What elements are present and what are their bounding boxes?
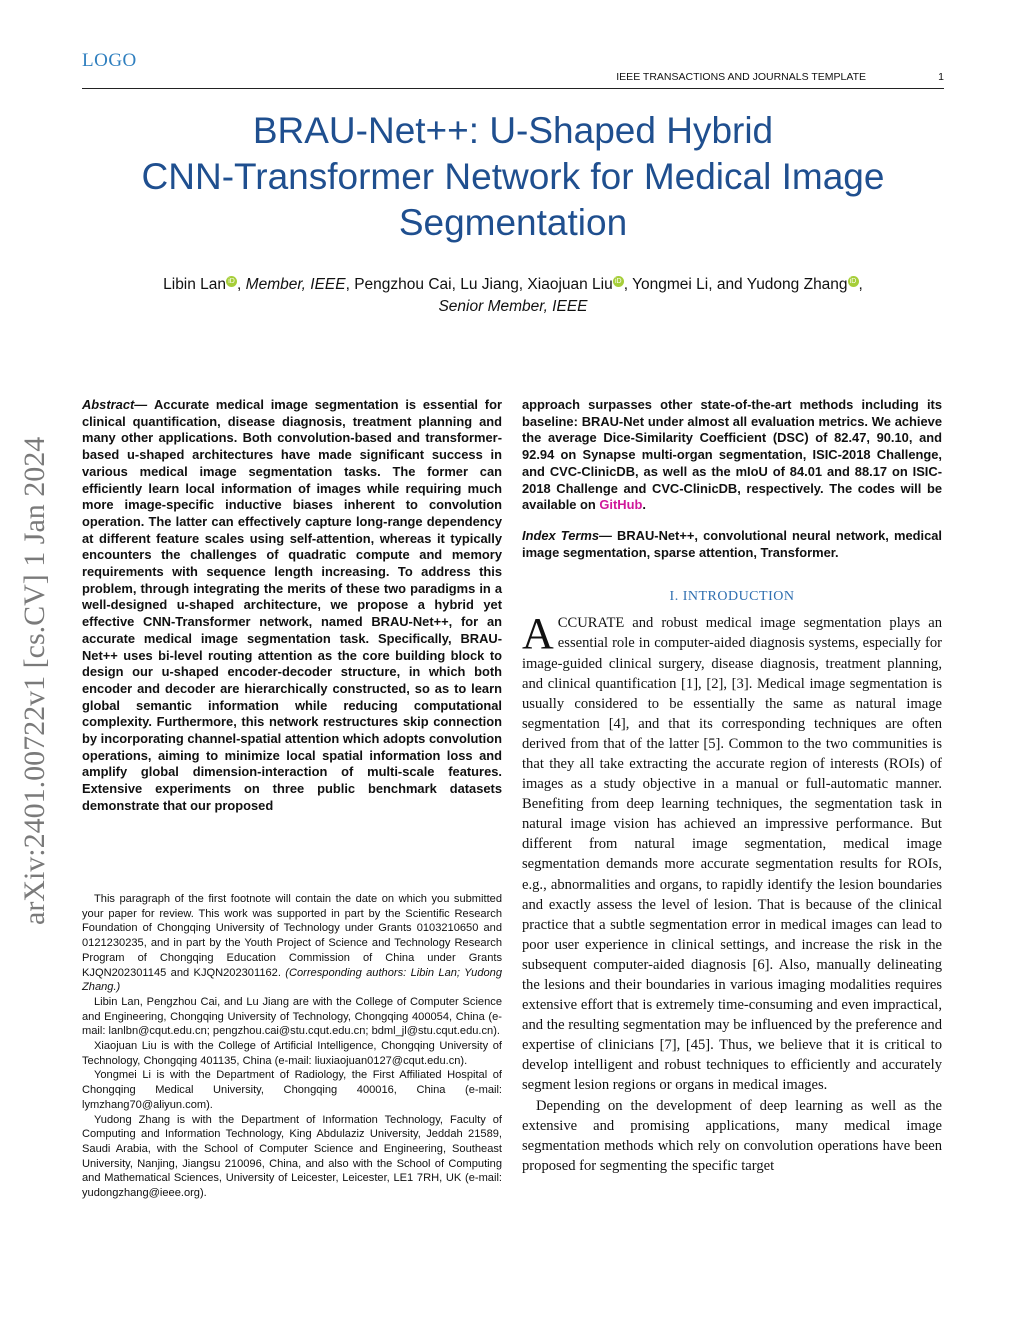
running-title: IEEE TRANSACTIONS AND JOURNALS TEMPLATE bbox=[616, 71, 866, 83]
index-terms-text: BRAU-Net++, convolutional neural network, medical image segmentation, sparse attention, Transformer. bbox=[522, 527, 942, 560]
abstract: Abstract— Accurate medical image segmentation is essential for clinical quantification, disease diagnosis, treatment planning and many other applications. Both convolution-based and transformer-based u-shaped architectures have made significant success in various medical image segmentation tasks. The former can efficiently learn local information of images while requiring much more image-specific inductive biases inherent to convolution operation. The latter can effectively capture long-range dependency at different feature scales using self-attention, whereas it typically encounters the challenges of quadratic compute and memory requirements with sequence length increasing. To address this problem, through integrating the merits of these two paradigms in a well-designed u-shaped architecture, we propose a hybrid yet effective CNN-Transformer network, named BRAU-Net++, for an accurate medical image segmentation task. Specifically, BRAU-Net++ uses bi-level routing attention as the core building block to design our u-shaped encoder-decoder structure, in which both encoder and decoder are hierarchically constructed, so as to learn global semantic information while reducing computational complexity. Furthermore, this network restructures skip connection by incorporating channel-spatial attention which adopts convolution operations, aiming to minimize local spatial information loss and amplify global dimension-interaction of multi-scale features. Extensive experiments on three public benchmark datasets demonstrate that our proposed bbox=[82, 397, 502, 813]
title-line-2: CNN-Transformer Network for Medical Image bbox=[141, 156, 885, 197]
corresponding-authors: (Corresponding authors: Libin Lan; Yudong Zhang.) bbox=[82, 966, 503, 994]
footnote-affiliation-3: Yongmei Li is with the Department of Radiology, the First Affiliated Hospital of Chongqing Medical University, Chongqing 400016, China (e-mail: lymzhang70@aliyun.com). bbox=[82, 1069, 502, 1111]
orcid-icon[interactable]: iD bbox=[226, 276, 237, 287]
author-names: , Yongmei Li, and Yudong Zhang bbox=[623, 276, 848, 293]
abstract-text-continued: approach surpasses other state-of-the-art methods including its baseline: BRAU-Net under almost all evaluation metrics. We achieve the average Dice-Similarity Coefficient (DSC) of 82.47, 90.10, and 92.94 on Synapse multi-organ segmentation, ISIC-2018 Challenge, and CVC-ClinicDB, as well as the mIoU of 84.01 and 88.17 on ISIC-2018 Challenge and CVC-ClinicDB, respectively. The codes will be available on bbox=[522, 397, 942, 513]
arxiv-identifier: arXiv:2401.00722v1 [cs.CV] 1 Jan 2024 bbox=[18, 436, 51, 925]
author-names: , Pengzhou Cai, Lu Jiang, Xiaojuan Liu bbox=[345, 276, 613, 293]
title-line-3: Segmentation bbox=[398, 202, 628, 243]
github-link[interactable]: GitHub bbox=[599, 497, 643, 513]
footnote bbox=[82, 892, 502, 1201]
right-column bbox=[522, 397, 942, 1176]
index-terms-label: Index Terms bbox=[522, 527, 600, 543]
journal-logo: LOGO bbox=[82, 50, 137, 71]
drop-cap: A bbox=[522, 609, 554, 659]
index-terms: Index Terms— BRAU-Net++, convolutional neural network, medical image segmentation, sparse attention, Transformer. bbox=[522, 527, 942, 560]
abstract-label: Abstract bbox=[82, 397, 135, 412]
page-number: 1 bbox=[938, 71, 944, 83]
author-role: Senior Member, IEEE bbox=[438, 298, 588, 315]
section-heading: I. INTRODUCTION bbox=[669, 589, 795, 605]
abstract-text: Accurate medical image segmentation is essential for clinical quantification, disease diagnosis, treatment planning and many other applications. Both convolution-based and transformer-based u-shaped architectures have made significant success in various medical image segmentation tasks. The former can efficiently learn local information of images while requiring much more image-specific inductive biases inherent to convolution operation. The latter can effectively capture long-range dependency at different feature scales using self-attention, whereas it typically encounters the challenges of quadratic compute and memory requirements with sequence length increasing. To address this problem, through integrating the merits of these two paradigms in a well-designed u-shaped architecture, we propose a hybrid yet effective CNN-Transformer network, named BRAU-Net++, for an accurate medical image segmentation task. Specifically, BRAU-Net++ uses bi-level routing attention as the core building block to design our u-shaped encoder-decoder structure, in which both encoder and decoder are hierarchically constructed, so as to learn global semantic information while reducing computational complexity. Furthermore, this network restructures skip connection by incorporating channel-spatial attention which adopts convolution operations, aiming to minimize local spatial information loss and amplify global dimension-interaction of multi-scale features. Extensive experiments on three public benchmark datasets demonstrate that our proposed bbox=[82, 397, 502, 813]
footnote-funding: This paragraph of the first footnote will contain the date on which you submitted your paper for review. This work was supported in part by the Scientific Research Foundation of Chongqing University of Technology under Grants 0103210650 and 0121230235, and in part by the Youth Project of Science and Technology Research Program of Chongqing Education Commission of China under Grants KJQN202301145 and KJQN202301162. (Corresponding authors: Libin Lan; Yudong Zhang.) bbox=[82, 893, 503, 994]
footnote-affiliation-2: Xiaojuan Liu is with the College of Artificial Intelligence, Chongqing University of Technology, Chongqing 401135, China (e-mail: liuxiaojuan0127@cqut.edu.cn). bbox=[82, 1040, 502, 1067]
abstract-continued: approach surpasses other state-of-the-art methods including its baseline: BRAU-Net under almost all evaluation metrics. We achieve the average Dice-Similarity Coefficient (DSC) of 82.47, 90.10, and 92.94 on Synapse multi-organ segmentation, ISIC-2018 Challenge, and CVC-ClinicDB, as well as the mIoU of 84.01 and 88.17 on ISIC-2018 Challenge and CVC-ClinicDB, respectively. The codes will be available on GitHub. bbox=[522, 397, 942, 513]
author-role: Member, IEEE bbox=[245, 276, 346, 293]
left-column bbox=[82, 397, 502, 815]
footnote-affiliation-1: Libin Lan, Pengzhou Cai, and Lu Jiang are with the College of Computer Science and Engineering, Chongqing University of Technology, Chongqing 400054, China (e-mail: lanlbn@cqut.edu.cn; pengzhou.cai@stu.cqut.edu.cn; bdml_jl@stu.cqut.edu.cn). bbox=[82, 995, 502, 1038]
intro-paragraph-2: Depending on the development of deep learning as well as the extensive and promising applications, many medical image segmentation methods which rely on convolution operations have been proposed for segmenting the specific target bbox=[522, 1097, 942, 1174]
orcid-icon[interactable]: iD bbox=[848, 276, 859, 287]
intro-paragraph-1 bbox=[522, 609, 942, 1095]
running-header bbox=[82, 68, 944, 89]
author-name: Libin Lan bbox=[163, 276, 227, 293]
title-line-1: BRAU-Net++: U-Shaped Hybrid bbox=[252, 110, 774, 151]
paper-title bbox=[82, 108, 944, 246]
orcid-icon[interactable]: iD bbox=[613, 276, 624, 287]
author-list: Libin Lan iD , Member, IEEE, Pengzhou Cai, Lu Jiang, Xiaojuan Liu iD , Yongmei Li, and Yudong Zhang iD , Senior Member, IEEE bbox=[163, 276, 863, 315]
intro-text-1: CCURATE and robust medical image segmentation plays an essential role in computer-aided diagnosis systems, especially for image-guided clinical surgery, disease diagnosis, treatment planning, and clinical quantification [1], [2], [3]. Medical image segmentation is usually considered to be essentially the same as natural image segmentation [4], and that its corresponding techniques are often derived from that of the latter [5]. Common to the two communities is that they all take extracting the accurate region of interests (ROIs) of images as a study objective in a manual or full-automatic manner. Benefiting from deep learning techniques, the segmentation task in natural image vision has achieved an impressive performance. But different from natural image segmentation, medical image segmentation demands more accurate segmentation results for ROIs, e.g., abnormalities and organs, to rapidly identify the lesion boundaries and exactly assess the level of lesion. That is because of the clinical practice that a subtle segmentation error in medical images can lead to poor user experience in clinical settings, and increase the risk in the subsequent computer-aided diagnosis [6]. Also, manually delineating the lesions and their boundaries in various imaging modalities requires extensive effort that is extremely time-consuming and even impractical, and the resulting segmentation may be influenced by the preference and expertise of clinicians [7], [45]. Thus, we believe that it is critical to develop intelligent and robust techniques to efficiently and accurately segment lesion regions or organs in medical images. bbox=[522, 615, 942, 1094]
footnote-affiliation-4: Yudong Zhang is with the Department of Information Technology, Faculty of Computing and Information Technology, King Abdulaziz University, Jeddah 21589, Saudi Arabia, with the School of Computer Science and Engineering, Southeast University, Nanjing, Jiangsu 210096, China, and also with the School of Computing and Mathematical Sciences, University of Leicester, Leicester, LE1 7RH, UK (e-mail: yudongzhang@ieee.org). bbox=[82, 1113, 502, 1200]
